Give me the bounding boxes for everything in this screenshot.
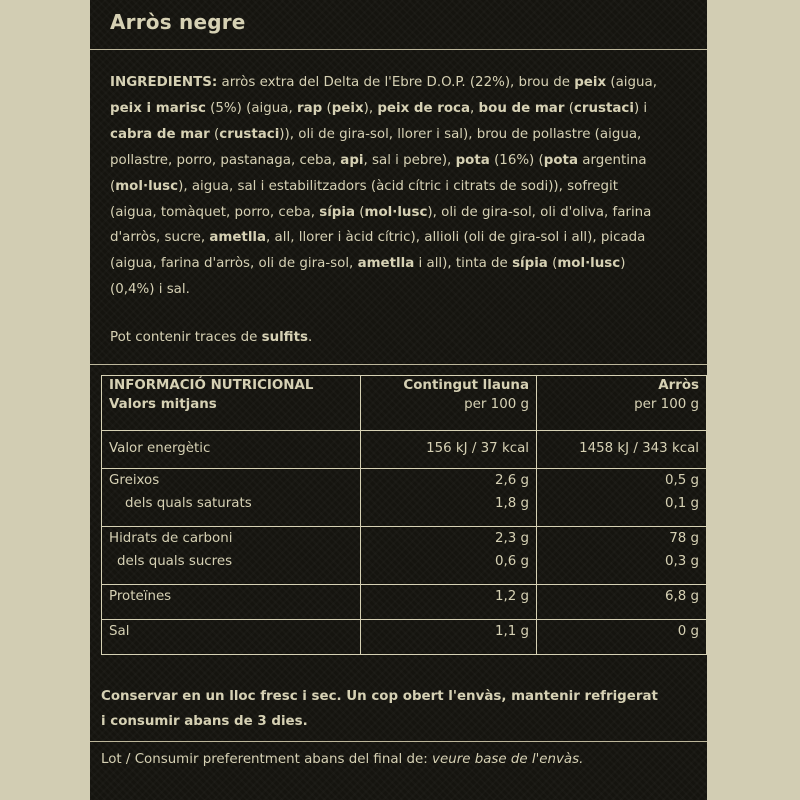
storage-instructions [101, 684, 701, 734]
nutrition-divider [90, 364, 707, 365]
protein-rice-value: 6,8 g [537, 585, 707, 620]
lot-statement [101, 752, 583, 767]
ingredient-allergen: crustaci [219, 126, 280, 142]
ingredient-allergen: pota [455, 152, 490, 168]
ingredient-text: argentina [578, 152, 647, 168]
ingredients-line [110, 251, 695, 277]
ingredient-text: i all), tinta de [414, 256, 513, 272]
ingredient-text: arròs extra del Delta de l'Ebre D.O.P. (22%), brou de [217, 75, 575, 90]
ingredient-allergen: peix de roca [377, 100, 471, 116]
ingredient-allergen: api [340, 152, 364, 168]
traces-prefix: Pot contenir traces de [110, 330, 262, 345]
fat-can-values [361, 469, 537, 527]
ingredient-allergen: peix i marisc [110, 100, 206, 116]
fat-rice-value: 0,5 g [664, 473, 699, 488]
ingredients-line [110, 200, 695, 226]
nutrition-row-fat [102, 469, 707, 527]
ingredient-text: pollastre, porro, pastanaga, ceba, [110, 152, 341, 168]
carbs-can-value: 2,3 g [494, 531, 529, 546]
col-can-unit: per 100 g [464, 397, 529, 412]
col-can-title: Contingut llauna [403, 378, 529, 393]
salt-label: Sal [102, 620, 361, 655]
ingredient-text: (5%) (aigua, [205, 100, 297, 116]
protein-label: Proteïnes [102, 585, 361, 620]
ingredients-line [110, 148, 695, 174]
ingredients-line [110, 174, 695, 200]
ingredient-text: ( [110, 178, 116, 194]
traces-suffix: . [307, 330, 313, 345]
ingredient-text: )), oli de gira-sol, llorer i sal), brou de pollastre (aigua, [279, 126, 642, 142]
product-title: Arròs negre [110, 10, 246, 34]
sugars-can-value: 0,6 g [494, 554, 529, 569]
carbs-can-values [361, 527, 537, 585]
nutrition-header-rice [537, 376, 707, 431]
fat-labels [102, 469, 361, 527]
ingredient-text: (aigua, farina d'arròs, oli de gira-sol, [110, 256, 358, 272]
ingredient-text: ( [322, 100, 332, 116]
lot-location: veure base de l'envàs. [432, 752, 584, 767]
ingredient-allergen: mol·lusc [115, 178, 179, 194]
ingredient-text: , all, llorer i àcid cítric), allioli (oli de gira-sol i all), picada [266, 230, 646, 246]
ingredients-line [110, 122, 695, 148]
nutrition-row-salt [102, 620, 707, 655]
sugars-label: dels quals sucres [117, 554, 233, 569]
energy-label: Valor energètic [102, 431, 361, 469]
ingredient-text: ) i [633, 100, 648, 116]
ingredient-allergen: ametlla [357, 256, 415, 272]
col-rice-title: Arròs [658, 378, 699, 393]
ingredient-text: d'arròs, sucre, [110, 230, 210, 246]
nutrition-header-label [102, 376, 361, 431]
nutrition-row-energy [102, 431, 707, 469]
lot-prefix: Lot / Consumir preferentment abans del final de: [101, 752, 433, 767]
ingredient-text: ( [564, 100, 574, 116]
storage-line-2: i consumir abans de 3 dies. [101, 714, 308, 729]
carbs-rice-values [537, 527, 707, 585]
traces-statement [110, 330, 312, 345]
ingredient-allergen: ametlla [209, 230, 267, 246]
energy-rice-value: 1458 kJ / 343 kcal [537, 431, 707, 469]
ingredient-text: ( [355, 204, 365, 220]
carbs-rice-value: 78 g [669, 531, 699, 546]
ingredient-text: (16%) ( [489, 152, 544, 168]
saturated-label: dels quals saturats [125, 496, 252, 511]
ingredient-allergen: cabra de mar [110, 126, 210, 142]
ingredient-text: ), [363, 100, 378, 116]
ingredient-allergen: INGREDIENTS: [110, 75, 218, 90]
ingredient-text: ), oli de gira-sol, oli d'oliva, farina [427, 204, 652, 220]
sugars-rice-value: 0,3 g [664, 554, 699, 569]
ingredient-allergen: rap [296, 100, 323, 116]
title-divider [90, 49, 707, 50]
protein-can-value: 1,2 g [361, 585, 537, 620]
fat-can-value: 2,6 g [494, 473, 529, 488]
ingredient-text: ( [547, 256, 558, 272]
ingredients-text [110, 70, 695, 303]
carbs-label: Hidrats de carboni [109, 531, 233, 546]
nutrition-table [101, 375, 707, 655]
ingredients-line [110, 277, 695, 303]
salt-can-value: 1,1 g [361, 620, 537, 655]
fat-rice-values [537, 469, 707, 527]
ingredient-text: , [470, 100, 479, 116]
nutrition-header-can [361, 376, 537, 431]
saturated-rice-value: 0,1 g [664, 496, 699, 511]
lot-divider [90, 741, 707, 742]
nutrition-header-row [102, 376, 707, 431]
nutrition-row-carbs [102, 527, 707, 585]
ingredient-allergen: peix [574, 75, 607, 90]
nutrition-header-title: INFORMACIÓ NUTRICIONAL [109, 378, 314, 393]
ingredient-text: , sal i pebre), [363, 152, 456, 168]
ingredients-line [110, 225, 695, 251]
nutrition-header-subtitle: Valors mitjans [109, 397, 217, 412]
ingredient-allergen: bou de mar [478, 100, 565, 116]
ingredient-allergen: mol·lusc [364, 204, 428, 220]
traces-allergen: sulfits [261, 330, 308, 345]
saturated-can-value: 1,8 g [494, 496, 529, 511]
ingredients-line [110, 70, 695, 96]
ingredient-allergen: sípia [319, 204, 356, 220]
ingredient-allergen: pota [543, 152, 578, 168]
ingredient-text: ) [620, 256, 626, 272]
ingredient-text: (0,4%) i sal. [110, 282, 190, 298]
ingredient-text: (aigua, tomàquet, porro, ceba, [110, 204, 320, 220]
ingredient-allergen: mol·lusc [557, 256, 621, 272]
ingredient-text: ), aigua, sal i estabilitzadors (àcid cítric i citrats de sodi)), sofregit [178, 178, 618, 194]
nutrition-row-protein [102, 585, 707, 620]
ingredient-text: ( [209, 126, 220, 142]
fat-label: Greixos [109, 473, 160, 488]
ingredient-allergen: sípia [512, 256, 548, 272]
salt-rice-value: 0 g [537, 620, 707, 655]
carbs-labels [102, 527, 361, 585]
ingredients-line [110, 96, 695, 122]
ingredient-allergen: crustaci [573, 100, 634, 116]
ingredient-text: (aigua, [606, 75, 657, 90]
ingredient-allergen: peix [331, 100, 364, 116]
col-rice-unit: per 100 g [634, 397, 699, 412]
energy-can-value: 156 kJ / 37 kcal [361, 431, 537, 469]
storage-line-1: Conservar en un lloc fresc i sec. Un cop obert l'envàs, mantenir refrigerat [101, 689, 658, 704]
